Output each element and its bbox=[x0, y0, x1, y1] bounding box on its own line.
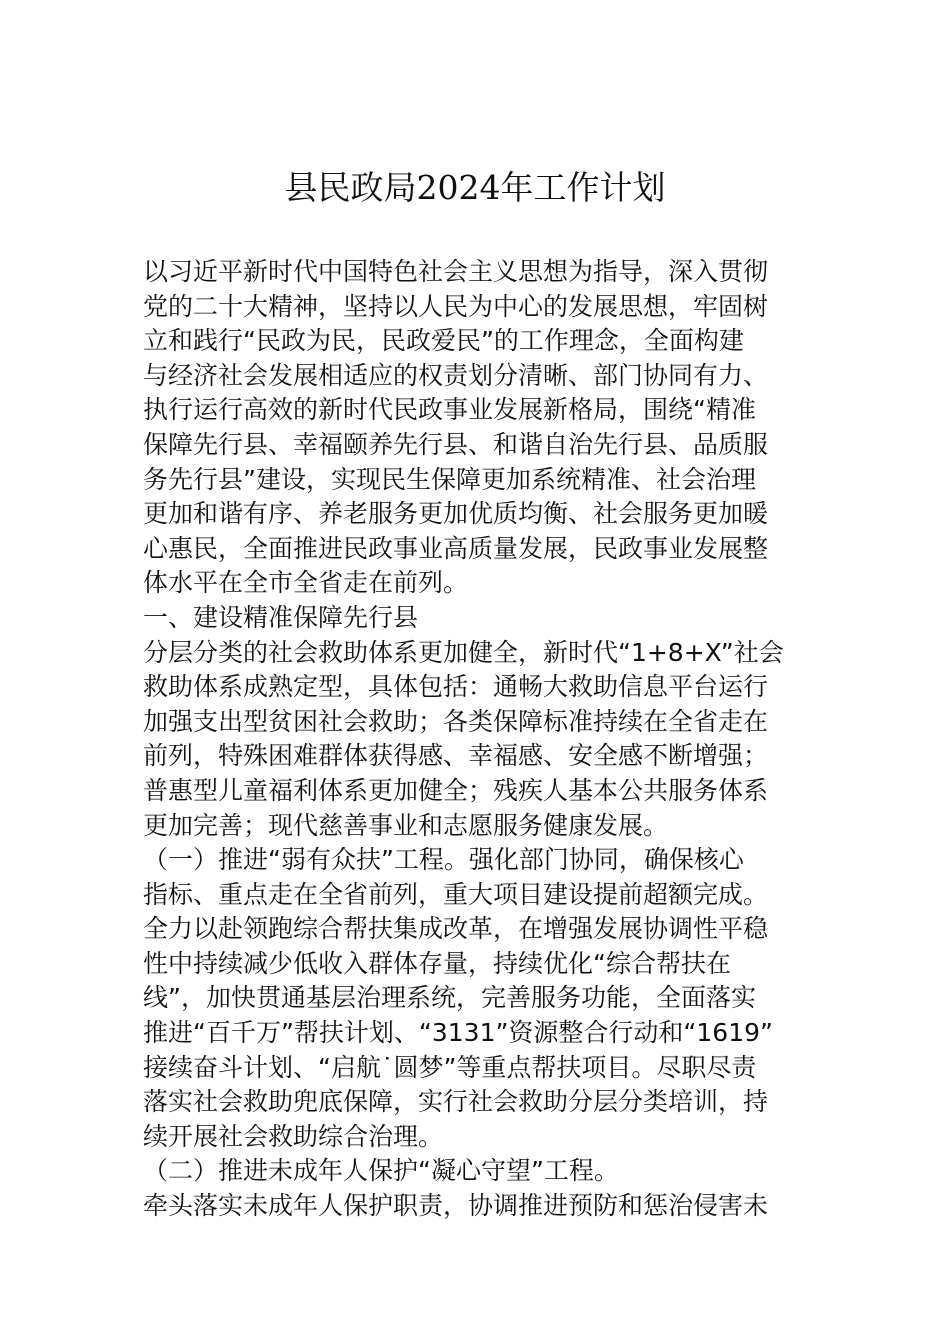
body-line: 立和践行“民政为民，民政爱民”的工作理念，全面构建 bbox=[143, 326, 744, 356]
body-line: 落实社会救助兜底保障，实行社会救助分层分类培训，持 bbox=[143, 1087, 769, 1117]
body-line: 性中持续减少低收入群体存量，持续优化“综合帮扶在 bbox=[143, 948, 731, 978]
body-line: 指标、重点走在全省前列，重大项目建设提前超额完成。 bbox=[143, 879, 769, 909]
body-line: 与经济社会发展相适应的权责划分清晰、部门协同有力、 bbox=[143, 360, 769, 390]
body-line: 更加和谐有序、养老服务更加优质均衡、社会服务更加暖 bbox=[143, 499, 769, 529]
body-line: 推进“百千万”帮扶计划、“3131”资源整合行动和“1619” bbox=[143, 1018, 773, 1048]
body-line: 救助体系成熟定型，具体包括：通畅大救助信息平台运行 bbox=[143, 672, 769, 702]
body-line: 普惠型儿童福利体系更加健全；残疾人基本公共服务体系 bbox=[143, 775, 769, 805]
body-line: 分层分类的社会救助体系更加健全，新时代“1+8+X”社会 bbox=[143, 637, 784, 667]
body-line: 加强支出型贫困社会救助；各类保障标准持续在全省走在 bbox=[143, 706, 769, 736]
body-line: 更加完善；现代慈善事业和志愿服务健康发展。 bbox=[143, 810, 669, 840]
body-line: 保障先行县、幸福颐养先行县、和谐自治先行县、品质服 bbox=[143, 429, 769, 459]
document-title: 县民政局2024年工作计划 bbox=[284, 168, 666, 207]
section-heading: 一、建设精准保障先行县 bbox=[143, 602, 419, 632]
body-line: 务先行县”建设，实现民生保障更加系统精准、社会治理 bbox=[143, 464, 756, 494]
body-line: 以习近平新时代中国特色社会主义思想为指导，深入贯彻 bbox=[143, 257, 769, 286]
subsection-line: （一）推进“弱有众扶”工程。强化部门协同，确保核心 bbox=[143, 845, 744, 875]
body-line: 体水平在全市全省走在前列。 bbox=[143, 568, 469, 598]
body-line: 牵头落实未成年人保护职责，协调推进预防和惩治侵害未 bbox=[143, 1191, 769, 1221]
body-line: 线”，加快贯通基层治理系统，完善服务功能，全面落实 bbox=[143, 983, 756, 1013]
document-body bbox=[143, 255, 807, 1224]
body-line: 心惠民，全面推进民政事业高质量发展，民政事业发展整 bbox=[143, 533, 769, 563]
body-line: 党的二十大精神，坚持以人民为中心的发展思想，牢固树 bbox=[143, 291, 769, 321]
body-line: 全力以赴领跑综合帮扶集成改革，在增强发展协调性平稳 bbox=[143, 914, 769, 944]
body-line: 续开展社会救助综合治理。 bbox=[143, 1121, 444, 1151]
body-line: 接续奋斗计划、“启航˙圆梦”等重点帮扶项目。尽职尽责 bbox=[143, 1052, 757, 1082]
body-line: 前列，特殊困难群体获得感、幸福感、安全感不断增强； bbox=[143, 741, 769, 771]
subsection-heading: （二）推进未成年人保护“凝心守望”工程。 bbox=[143, 1156, 619, 1186]
body-line: 执行运行高效的新时代民政事业发展新格局，围绕“精准 bbox=[143, 395, 756, 425]
